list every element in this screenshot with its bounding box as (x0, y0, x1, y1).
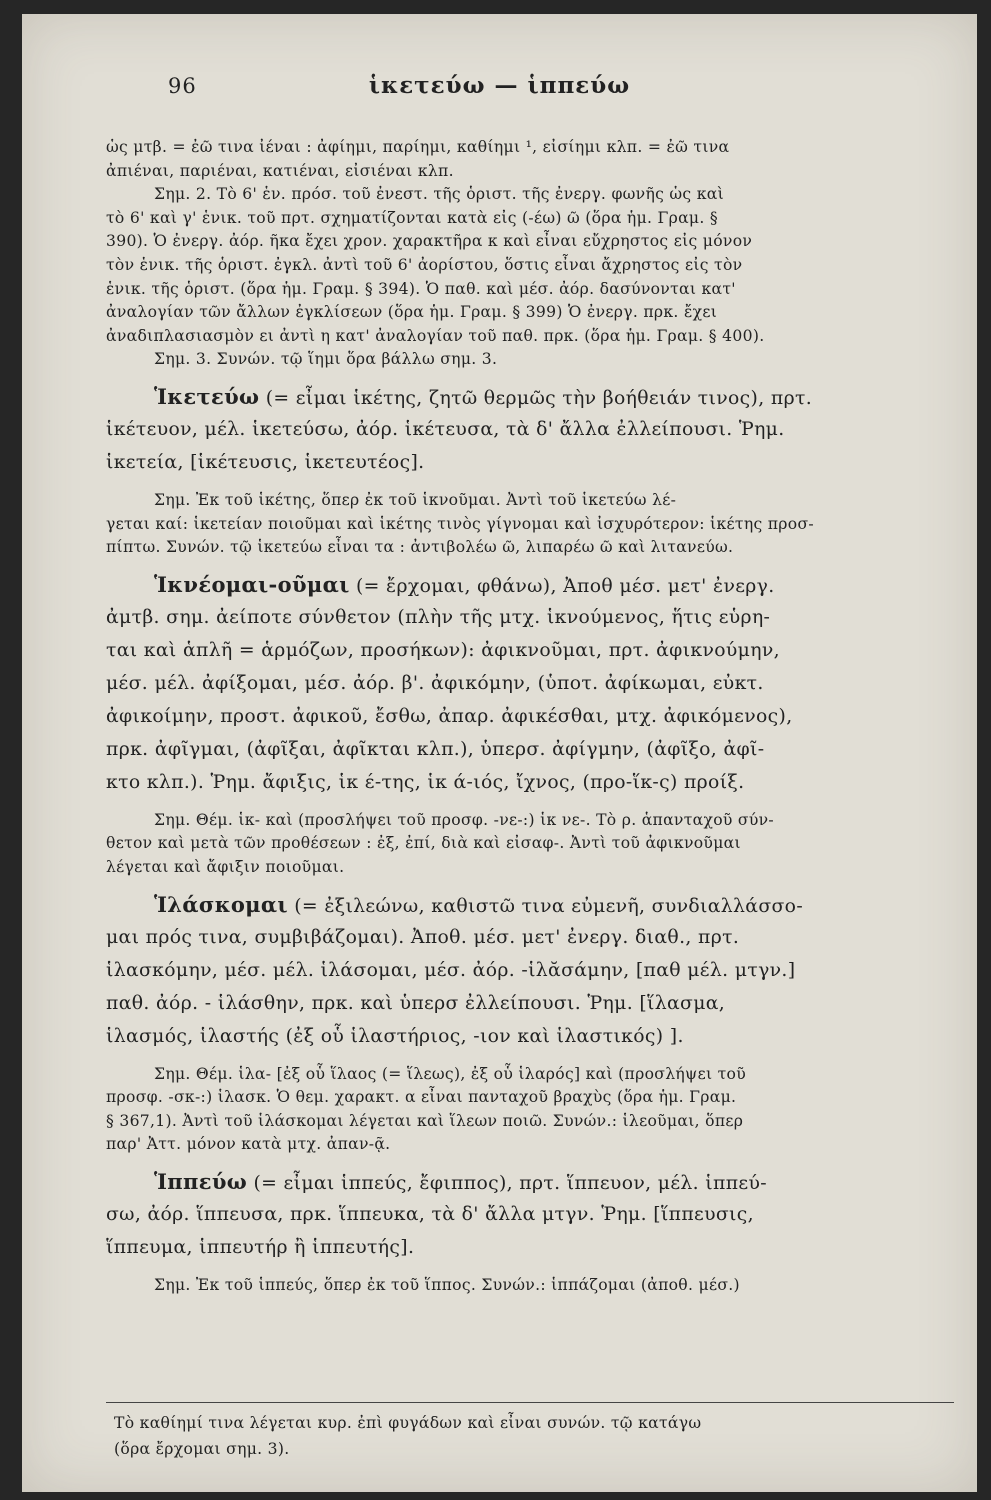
entry-line: ἵππευμα, ἱππευτήρ ἢ ἱππευτής]. (106, 1236, 415, 1258)
entry-text: (= εἶμαι ἱππεύς, ἔφιππος), πρτ. ἵππευον, μέλ. ἱππεύ- (247, 1172, 767, 1194)
entry-headword: Ἱλάσκομαι (154, 891, 288, 917)
note-line: Σημ. 2. Τὸ 6' ἑν. πρόσ. τοῦ ἐνεστ. τῆς ὁριστ. τῆς ἐνεργ. φωνῆς ὡς καὶ (154, 185, 724, 204)
entry-first-line (106, 380, 954, 413)
entry-line: κτο κλπ.). Ῥημ. ἄφιξις, ἱκ έ-της, ἱκ ά-ιός, ἴχνος, (προ-ἵκ-ς) προίξ. (106, 771, 745, 793)
entry-line: ἱκετεία, [ἱκέτευσις, ἱκετευτέος]. (106, 451, 425, 473)
entry-line: μέσ. μέλ. ἀφίξομαι, μέσ. ἀόρ. β'. ἀφικόμην, (ὑποτ. ἀφίκωμαι, εὐκτ. (106, 672, 764, 694)
entry-headword: Ἱππεύω (154, 1168, 248, 1194)
note-line: Σημ. Θέμ. ἱκ- καὶ (προσλήψει τοῦ προσφ. -νε-:) ἱκ νε-. Τὸ ρ. ἁπανταχοῦ σύν- (154, 810, 774, 829)
footnote-divider (106, 1402, 954, 1403)
entry-line: μαι πρός τινα, συμβιβάζομαι). Ἀποθ. μέσ. μετ' ἐνεργ. διαθ., πρτ. (106, 926, 740, 948)
note-line: τὸν ἑνικ. τῆς ὁριστ. ἐγκλ. ἀντὶ τοῦ 6' ἀορίστου, ὅστις εἶναι ἄχρηστος εἰς τὸν (106, 255, 743, 274)
note-line: παρ' Ἀττ. μόνον κατὰ μτχ. ἀπαν-ᾷ. (106, 1135, 391, 1154)
note-line: θετον καὶ μετὰ τῶν προθέσεων : ἐξ, ἐπί, διὰ καὶ εἰσαφ-. Ἀντὶ τοῦ ἀφικνοῦμαι (106, 834, 741, 853)
note-line: Σημ. Ἐκ τοῦ ἱκέτης, ὅπερ ἐκ τοῦ ἱκνοῦμαι. Ἀντὶ τοῦ ἱκετεύω λέ- (154, 490, 677, 509)
entry-headword: Ἱκνέομαι-οῦμαι (154, 571, 350, 597)
entry-first-line (106, 888, 954, 921)
page-body (106, 136, 954, 1297)
note-line: Σημ. Ἐκ τοῦ ἱππεύς, ὅπερ ἐκ τοῦ ἵππος. Συνών.: ἱππάζομαι (ἀποθ. μέσ.) (154, 1275, 740, 1294)
note-line: § 367,1). Ἀντὶ τοῦ ἱλάσκομαι λέγεται καὶ ἵλεων ποιῶ. Συνών.: ἱλεοῦμαι, ὅπερ (106, 1111, 744, 1130)
note-line: τὸ 6' καὶ γ' ἑνικ. τοῦ πρτ. σχηματίζονται κατὰ εἰς (-έω) ῶ (ὅρα ἡμ. Γραμ. § (106, 208, 718, 227)
page-number: 96 (168, 74, 197, 98)
footnote-line: (ὅρα ἔρχομαι σημ. 3). (114, 1440, 290, 1458)
entry-line: ἱκέτευον, μέλ. ἱκετεύσω, ἀόρ. ἱκέτευσα, τὰ δ' ἄλλα ἐλλείπουσι. Ῥημ. (106, 418, 785, 440)
note-line: προσφ. -σκ-:) ἱλασκ. Ὁ θεμ. χαρακτ. α εἶναι πανταχοῦ βραχὺς (ὅρα ἡμ. Γραμ. (106, 1088, 737, 1107)
entry-line: ἱλασκόμην, μέσ. μέλ. ἱλάσομαι, μέσ. ἀόρ. -ἱλᾰσάμην, [παθ μέλ. μτγν.] (106, 959, 796, 981)
footnote (114, 1410, 954, 1462)
note-line: ἑνικ. τῆς ὁριστ. (ὅρα ἡμ. Γραμ. § 394). Ὁ παθ. καὶ μέσ. ἀόρ. δασύνονται κατ' (106, 279, 736, 298)
entry-line: ἱλασμός, ἱλαστής (ἐξ οὗ ἱλαστήριος, -ιον καὶ ἱλαστικός) ]. (106, 1025, 684, 1047)
entry-text: (= ἔρχομαι, φθάνω), Ἀποθ μέσ. μετ' ἐνεργ. (349, 575, 775, 597)
entry-line: σω, ἀόρ. ἵππευσα, πρκ. ἵππευκα, τὰ δ' ἄλλα μτγν. Ῥημ. [ἵππευσις, (106, 1203, 754, 1225)
note-line: ἀναδιπλασιασμὸν ει ἀντὶ η κατ' ἀναλογίαν τοῦ παθ. πρκ. (ὅρα ἡμ. Γραμ. § 400). (106, 326, 765, 345)
entry-line: ἀμτβ. σημ. ἀείποτε σύνθετον (πλὴν τῆς μτχ. ἱκνούμενος, ἥτις εὑρη- (106, 606, 771, 628)
entry-line: ἀφικοίμην, προστ. ἀφικοῦ, ἔσθω, ἀπαρ. ἀφικέσθαι, μτχ. ἀφικόμενος), (106, 705, 793, 727)
note-line: πίπτω. Συνών. τῷ ἱκετεύω εἶναι τα : ἀντιβολέω ῶ, λιπαρέω ῶ καὶ λιτανεύω. (106, 538, 734, 557)
text-line: ὡς μτβ. = ἐῶ τινα ἰέναι : ἀφίημι, παρίημι, καθίημι ¹, εἰσίημι κλπ. = ἐῶ τινα (106, 138, 730, 156)
note-line: Σημ. 3. Συνών. τῷ ἵημι ὅρα βάλλω σημ. 3. (154, 350, 498, 369)
text-line: ἀπιέναι, παριέναι, κατιέναι, εἰσιέναι κλπ. (106, 161, 454, 180)
note-line: γεται καί: ἱκετείαν ποιοῦμαι καὶ ἱκέτης τινὸς γίγνομαι καὶ ἰσχυρότερον: ἱκέτης προσ- (106, 514, 814, 533)
note-line: λέγεται καὶ ἄφιξιν ποιοῦμαι. (106, 857, 345, 876)
footnote-line: Τὸ καθίημί τινα λέγεται κυρ. ἐπὶ φυγάδων καὶ εἶναι συνών. τῷ κατάγω (114, 1414, 702, 1432)
entry-text: (= εἶμαι ἱκέτης, ζητῶ θερμῶς τὴν βοήθειάν τινος), πρτ. (259, 387, 813, 409)
entry-line: ται καὶ ἁπλῆ = ἁρμόζων, προσήκων): ἀφικνοῦμαι, πρτ. ἀφικνούμην, (106, 639, 780, 661)
book-page (22, 14, 977, 1492)
note-line: 390). Ὁ ἐνεργ. ἀόρ. ῆκα ἔχει χρον. χαρακτῆρα κ καὶ εἶναι εὔχρηστος εἰς μόνον (106, 232, 753, 251)
entry-first-line (106, 1165, 954, 1198)
running-title: ἱκετεύω — ἱππεύω (368, 72, 631, 99)
entry-line: παθ. ἀόρ. - ἱλάσθην, πρκ. καὶ ὑπερσ ἐλλείπουσι. Ῥημ. [ἵλασμα, (106, 992, 726, 1014)
entry-headword: Ἱκετεύω (154, 383, 260, 409)
entry-line: πρκ. ἀφῖγμαι, (ἀφῖξαι, ἀφῖκται κλπ.), ὑπερσ. ἀφίγμην, (ἀφῖξο, ἀφῖ- (106, 738, 765, 760)
note-line: ἀναλογίαν τῶν ἄλλων ἐγκλίσεων (ὅρα ἡμ. Γραμ. § 399) Ὁ ἐνεργ. πρκ. ἔχει (106, 303, 718, 322)
entry-text: (= ἐξιλεώνω, καθιστῶ τινα εὐμενῆ, συνδιαλλάσσο- (287, 895, 804, 917)
entry-first-line (106, 568, 954, 601)
note-line: Σημ. Θέμ. ἱλα- [ἐξ οὗ ἵλαος (= ἵλεως), ἐξ οὗ ἱλαρός] καὶ (προσλήψει τοῦ (154, 1064, 747, 1083)
